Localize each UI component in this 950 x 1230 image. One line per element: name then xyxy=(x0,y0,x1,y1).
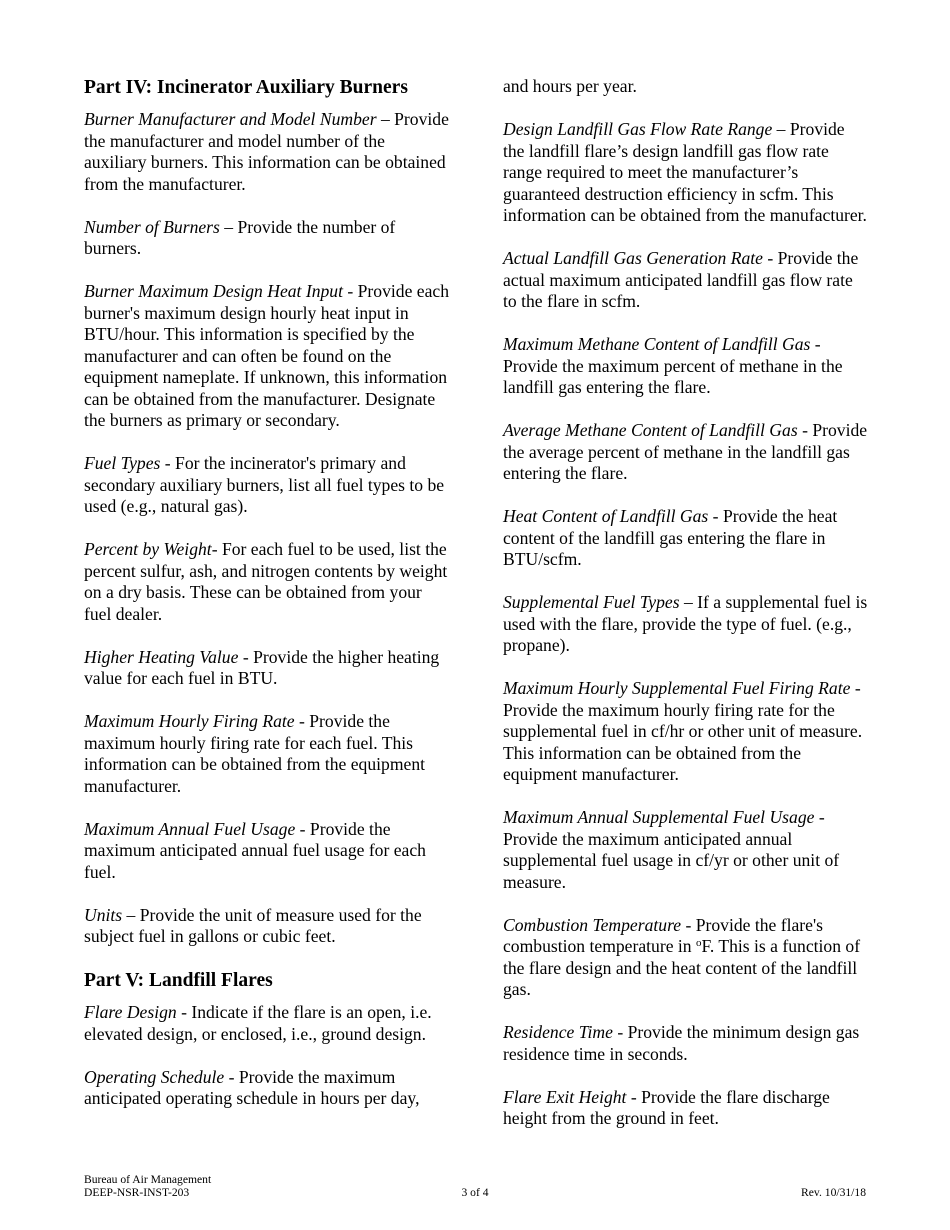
definition-paragraph xyxy=(503,1087,869,1130)
definition-term: Flare Design xyxy=(84,1002,177,1022)
definition-term: Supplemental Fuel Types xyxy=(503,592,680,612)
definition-paragraph xyxy=(503,248,869,313)
definition-text: Provide the actual maximum anticipated landfill gas flow rate to the flare in scfm. xyxy=(503,248,859,311)
definition-separator: - xyxy=(294,711,310,731)
definition-term: Actual Landfill Gas Generation Rate xyxy=(503,248,763,268)
definition-separator: - xyxy=(850,678,861,698)
definition-term: Maximum Annual Fuel Usage xyxy=(84,818,296,839)
footer-doc-id: DEEP-NSR-INST-203 xyxy=(84,1186,190,1199)
definition-separator: - xyxy=(224,1066,239,1087)
definition-separator: - xyxy=(626,1086,642,1107)
definition-separator: - xyxy=(612,1022,628,1042)
definition-separator: - xyxy=(797,420,813,440)
definition-separator: – xyxy=(219,216,238,237)
footer-page-number: 3 of 4 xyxy=(461,1186,489,1199)
definition-term: Maximum Methane Content of Landfill Gas xyxy=(503,334,811,354)
definition-paragraph xyxy=(503,807,869,893)
definition-separator: – xyxy=(772,119,790,139)
definition-paragraph xyxy=(84,217,450,260)
definition-term: Units xyxy=(84,904,123,925)
definition-text: Provide the unit of measure used for the subject fuel in gallons or cubic feet. xyxy=(84,904,422,946)
definition-text: Provide the higher heating value for each fuel in BTU. xyxy=(84,646,440,688)
definition-term: Higher Heating Value xyxy=(84,646,239,667)
definition-text: Provide the maximum anticipated annual supplemental fuel usage in cf/yr or other unit of measure. xyxy=(503,828,840,892)
definition-paragraph xyxy=(503,119,869,227)
definition-paragraph xyxy=(503,915,869,1001)
left-column xyxy=(84,76,450,1110)
definition-paragraph xyxy=(84,711,450,797)
definition-separator: - xyxy=(342,281,358,301)
definition-text: Provide the heat content of the landfill gas entering the flare in BTU/scfm. xyxy=(503,506,838,569)
definition-text: For the incinerator's primary and secondary auxiliary burners, list all fuel types to be used (e.g., natural gas). xyxy=(84,453,445,516)
definition-term: Maximum Annual Supplemental Fuel Usage xyxy=(503,807,815,827)
definition-text: Indicate if the flare is an open, i.e. elevated design, or enclosed, i.e., ground design. xyxy=(84,1002,432,1044)
definition-text: Provide the maximum anticipated annual fuel usage for each fuel. xyxy=(84,818,426,882)
definition-text: Provide the manufacturer and model number of the auxiliary burners. This information can be obtained from the manufacturer. xyxy=(84,109,449,194)
part5-paragraphs xyxy=(84,1002,450,1110)
definition-separator: - xyxy=(814,807,825,827)
part5-paragraphs-continued xyxy=(503,119,869,893)
definition-term: Design Landfill Gas Flow Rate Range xyxy=(503,119,773,139)
definition-paragraph xyxy=(503,506,869,571)
definition-paragraph xyxy=(503,592,869,657)
definition-text: Provide the maximum hourly firing rate for each fuel. This information can be obtained from the equipment manufacturer. xyxy=(84,711,426,796)
definition-paragraph xyxy=(84,539,450,625)
definition-separator: - xyxy=(762,248,778,268)
definition-paragraph xyxy=(84,1002,450,1045)
definition-separator: - xyxy=(810,334,821,354)
definition-term: Heat Content of Landfill Gas xyxy=(503,506,709,526)
definition-paragraph xyxy=(503,420,869,485)
definition-text: Provide the flare's combustion temperature in xyxy=(503,914,823,956)
definition-separator: - xyxy=(295,818,310,839)
definition-separator: – xyxy=(376,109,395,129)
definition-paragraph xyxy=(84,1067,450,1110)
part4-paragraphs xyxy=(84,109,450,948)
definition-term: Fuel Types xyxy=(84,453,161,473)
footer-org: Bureau of Air Management xyxy=(84,1173,212,1186)
definition-paragraph xyxy=(84,647,450,690)
definition-separator: - xyxy=(708,506,723,526)
definition-paragraph xyxy=(503,678,869,786)
definition-separator: - xyxy=(160,453,176,473)
continuation-text: and hours per year. xyxy=(503,76,637,96)
definition-paragraph xyxy=(84,905,450,948)
part5-heading: Part V: Landfill Flares xyxy=(84,970,273,991)
definition-term: Burner Maximum Design Heat Input xyxy=(84,281,343,301)
definition-term: Residence Time xyxy=(503,1022,613,1042)
definition-text: Provide the maximum percent of methane in the landfill gas entering the flare. xyxy=(503,355,843,397)
part5-paragraphs-end xyxy=(503,1022,869,1130)
definition-text: Provide the maximum anticipated operating schedule in hours per day, xyxy=(84,1066,420,1108)
definition-separator: - xyxy=(176,1002,192,1022)
definition-text: Provide the maximum hourly firing rate for the supplemental fuel in cf/hr or other unit of measure. This information can be obtained from the equipment manufacturer. xyxy=(503,699,863,784)
right-column xyxy=(503,76,869,1151)
definition-text: Provide each burner's maximum design hourly heat input in BTU/hour. This information is specified by the manufacturer and can often be found on the equipment nameplate. If unknown, this information can be obtained from the manufacturer. Designate the burners as primary or secondary. xyxy=(84,281,449,430)
definition-text: For each fuel to be used, list the percent sulfur, ash, and nitrogen contents by weight on a dry basis. These can be obtained from your fuel dealer. xyxy=(84,539,448,624)
part4-heading: Part IV: Incinerator Auxiliary Burners xyxy=(84,77,408,98)
definition-term: Maximum Hourly Firing Rate xyxy=(84,711,295,731)
definition-text: F. This is a function of the flare design and the heat content of the landfill gas. xyxy=(503,936,861,999)
definition-paragraph xyxy=(84,109,450,195)
definition-separator: - xyxy=(211,539,222,559)
definition-text: If a supplemental fuel is used with the flare, provide the type of fuel. (e.g., propane). xyxy=(503,592,868,655)
definition-paragraph xyxy=(84,453,450,518)
definition-paragraph xyxy=(84,281,450,432)
definition-separator: - xyxy=(238,646,254,667)
definition-paragraph xyxy=(84,819,450,884)
definition-text: Provide the minimum design gas residence time in seconds. xyxy=(503,1022,860,1064)
definition-term: Operating Schedule xyxy=(84,1066,225,1087)
definition-text: Provide the landfill flare’s design landfill gas flow rate range required to meet the manufacturer’s guaranteed destruction efficiency in scfm. This information can be obtained from the manufacturer. xyxy=(503,119,867,225)
definition-term: Percent by Weight xyxy=(84,539,212,559)
definition-term: Maximum Hourly Supplemental Fuel Firing Rate xyxy=(503,678,851,698)
degree-superscript: o xyxy=(696,937,702,949)
definition-paragraph xyxy=(503,1022,869,1065)
definition-term: Flare Exit Height xyxy=(503,1086,627,1107)
definition-text: Provide the flare discharge height from the ground in feet. xyxy=(503,1086,830,1128)
definition-term: Average Methane Content of Landfill Gas xyxy=(503,420,798,440)
footer-revision: Rev. 10/31/18 xyxy=(801,1186,866,1199)
definition-term: Burner Manufacturer and Model Number xyxy=(84,109,377,129)
definition-term: Number of Burners xyxy=(84,216,220,237)
definition-separator: - xyxy=(681,914,696,935)
definition-term: Combustion Temperature xyxy=(503,914,682,935)
definition-text: Provide the average percent of methane in the landfill gas entering the flare. xyxy=(503,420,868,483)
definition-separator: – xyxy=(679,592,698,612)
definition-paragraph xyxy=(503,334,869,399)
definition-separator: – xyxy=(122,904,140,925)
definition-text: Provide the number of burners. xyxy=(84,216,396,258)
